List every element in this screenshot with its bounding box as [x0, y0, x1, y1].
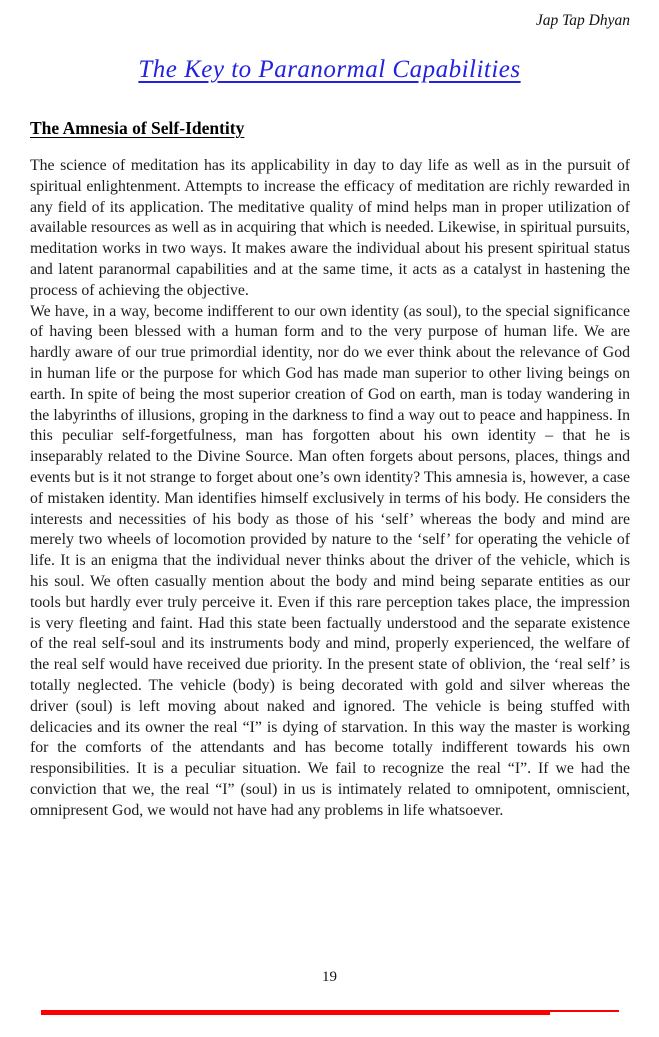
- running-header: Jap Tap Dhyan: [535, 12, 630, 29]
- page-number: 19: [322, 969, 337, 985]
- section-heading: The Amnesia of Self-Identity: [30, 118, 245, 138]
- page-title: The Key to Paranormal Capabilities: [138, 56, 521, 83]
- footer-rule: [41, 1010, 619, 1015]
- paragraph-2: We have, in a way, become indifferent to our own identity (as soul), to the special significance of having been blessed with a human form and to the very purpose of human life. We are hardly aware of our true primordial identity, nor do we ever think about the relevance of God in human life or the purpose for which God has made man superior to other living beings on earth. In spite of being the most superior creation of God on earth, man is today wandering in the labyrinths of illusions, groping in the darkness to find a way out to peace and happiness. In this peculiar self-forgetfulness, man has forgotten about his own identity – that he is inseparably related to the Divine Source. Man often forgets about persons, places, things and events but is it not strange to forget about one’s own identity? This amnesia is, however, a case of mistaken identity. Man identifies himself exclusively in terms of his body. He considers the interests and necessities of his body as those of his ‘self’ whereas the body and mind are merely two wheels of locomotion provided by nature to the ‘self’ for operating the vehicle of life. It is an enigma that the individual never thinks about the driver of the vehicle, which is his soul. We often casually mention about the body and mind being separate entities as our tools but hardly ever truly perceive it. Even if this rare perception takes place, the impression is very fleeting and faint. Had this state been factually understood and the separate existence of the real self-soul and its instruments body and mind, properly experienced, the welfare of the real self would have received due priority. In the present state of oblivion, the ‘real self’ is totally neglected. The vehicle (body) is being decorated with gold and silver whereas the driver (soul) is left moving about naked and ignored. The vehicle is being stuffed with delicacies and its owner the real “I” is dying of starvation. In this way the master is working for the comforts of the attendants and has become totally indifferent towards his own responsibilities. It is a peculiar situation. We fail to recognize the real “I”. If we had the conviction that we, the real “I” (soul) in us is intimately related to omnipotent, omniscient, omnipresent God, we would not have had any problems in life whatsoever.: [30, 302, 630, 819]
- paragraph-1: The science of meditation has its applicability in day to day life as well as in the pursuit of spiritual enlightenment. Attempts to increase the efficacy of meditation are richly rewarded in any field of its application. The meditative quality of mind helps man in proper utilization of available resources as well as in acquiring that which is needed. Likewise, in spiritual pursuits, meditation works in two ways. It makes aware the individual about his present spiritual status and latent paranormal capabilities and at the same time, it acts as a catalyst in hastening the process of achieving the objective.: [30, 157, 630, 299]
- body-text: [30, 156, 630, 822]
- footer-rule-thin-segment: [550, 1010, 619, 1012]
- footer-rule-thick-segment: [41, 1010, 550, 1015]
